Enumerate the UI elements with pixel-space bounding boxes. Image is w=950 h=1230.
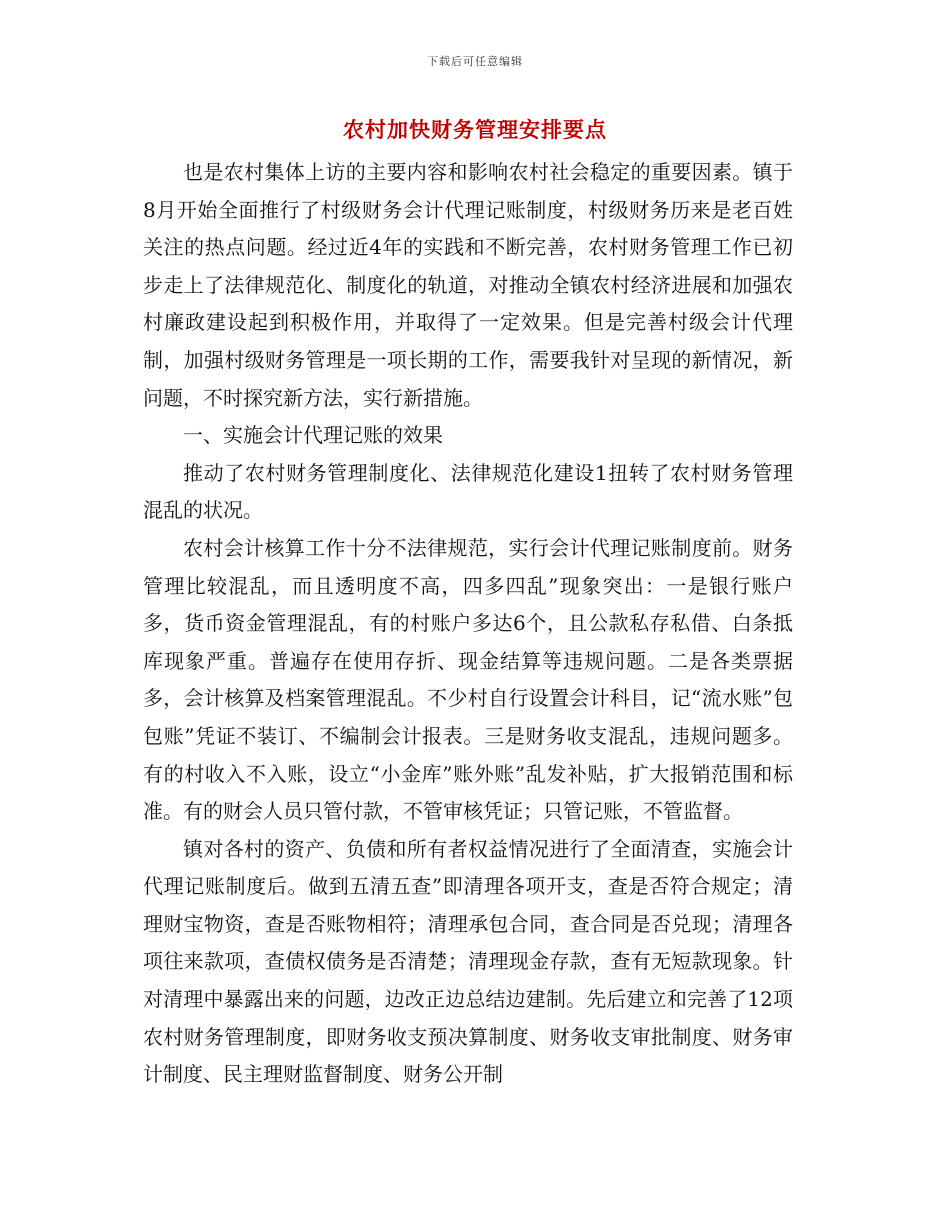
document-body [143, 154, 793, 1094]
paragraph-effect: 推动了农村财务管理制度化、法律规范化建设1扭转了农村财务管理混乱的状况。 [143, 460, 793, 523]
document-title: 农村加快财务管理安排要点 [343, 118, 607, 142]
header-note: 下载后可任意编辑 [427, 55, 523, 68]
paragraph-before-reform: 农村会计核算工作十分不法律规范，实行会计代理记账制度前。财务管理比较混乱，而且透明度不高，四多四乱”现象突出：一是银行账户多，货币资金管理混乱，有的村账户多达6个，且公款私存私借、白条抵库现象严重。普遍存在使用存折、现金结算等违规问题。二是各类票据多，会计核算及档案管理混乱。不少村自行设置会计科目，记“流水账”包包账”凭证不装订、不编制会计报表。三是财务收支混乱，违规问题多。有的村收入不入账，设立“小金库”账外账”乱发补贴，扩大报销范围和标准。有的财会人员只管付款，不管审核凭证；只管记账，不管监督。 [143, 535, 793, 824]
section-heading-1: 一、实施会计代理记账的效果 [183, 423, 443, 448]
paragraph-after-reform: 镇对各村的资产、负债和所有者权益情况进行了全面清查，实施会计代理记账制度后。做到五清五查”即清理各项开支，查是否符合规定；清理财宝物资，查是否账物相符；清理承包合同，查合同是否兑现；清理各项往来款项，查债权债务是否清楚；清理现金存款，查有无短款现象。针对清理中暴露出来的问题，边改正边总结边建制。先后建立和完善了12项农村财务管理制度，即财务收支预决算制度、财务收支审批制度、财务审计制度、民主理财监督制度、财务公开制 [143, 836, 793, 1087]
paragraph-intro: 也是农村集体上访的主要内容和影响农村社会稳定的重要因素。镇于8月开始全面推行了村级财务会计代理记账制度，村级财务历来是老百姓关注的热点问题。经过近4年的实践和不断完善，农村财务管理工作已初步走上了法律规范化、制度化的轨道，对推动全镇农村经济进展和加强农村廉政建设起到积极作用，并取得了一定效果。但是完善村级会计代理制，加强村级财务管理是一项长期的工作，需要我针对呈现的新情况，新问题，不时探究新方法，实行新措施。 [143, 160, 793, 410]
